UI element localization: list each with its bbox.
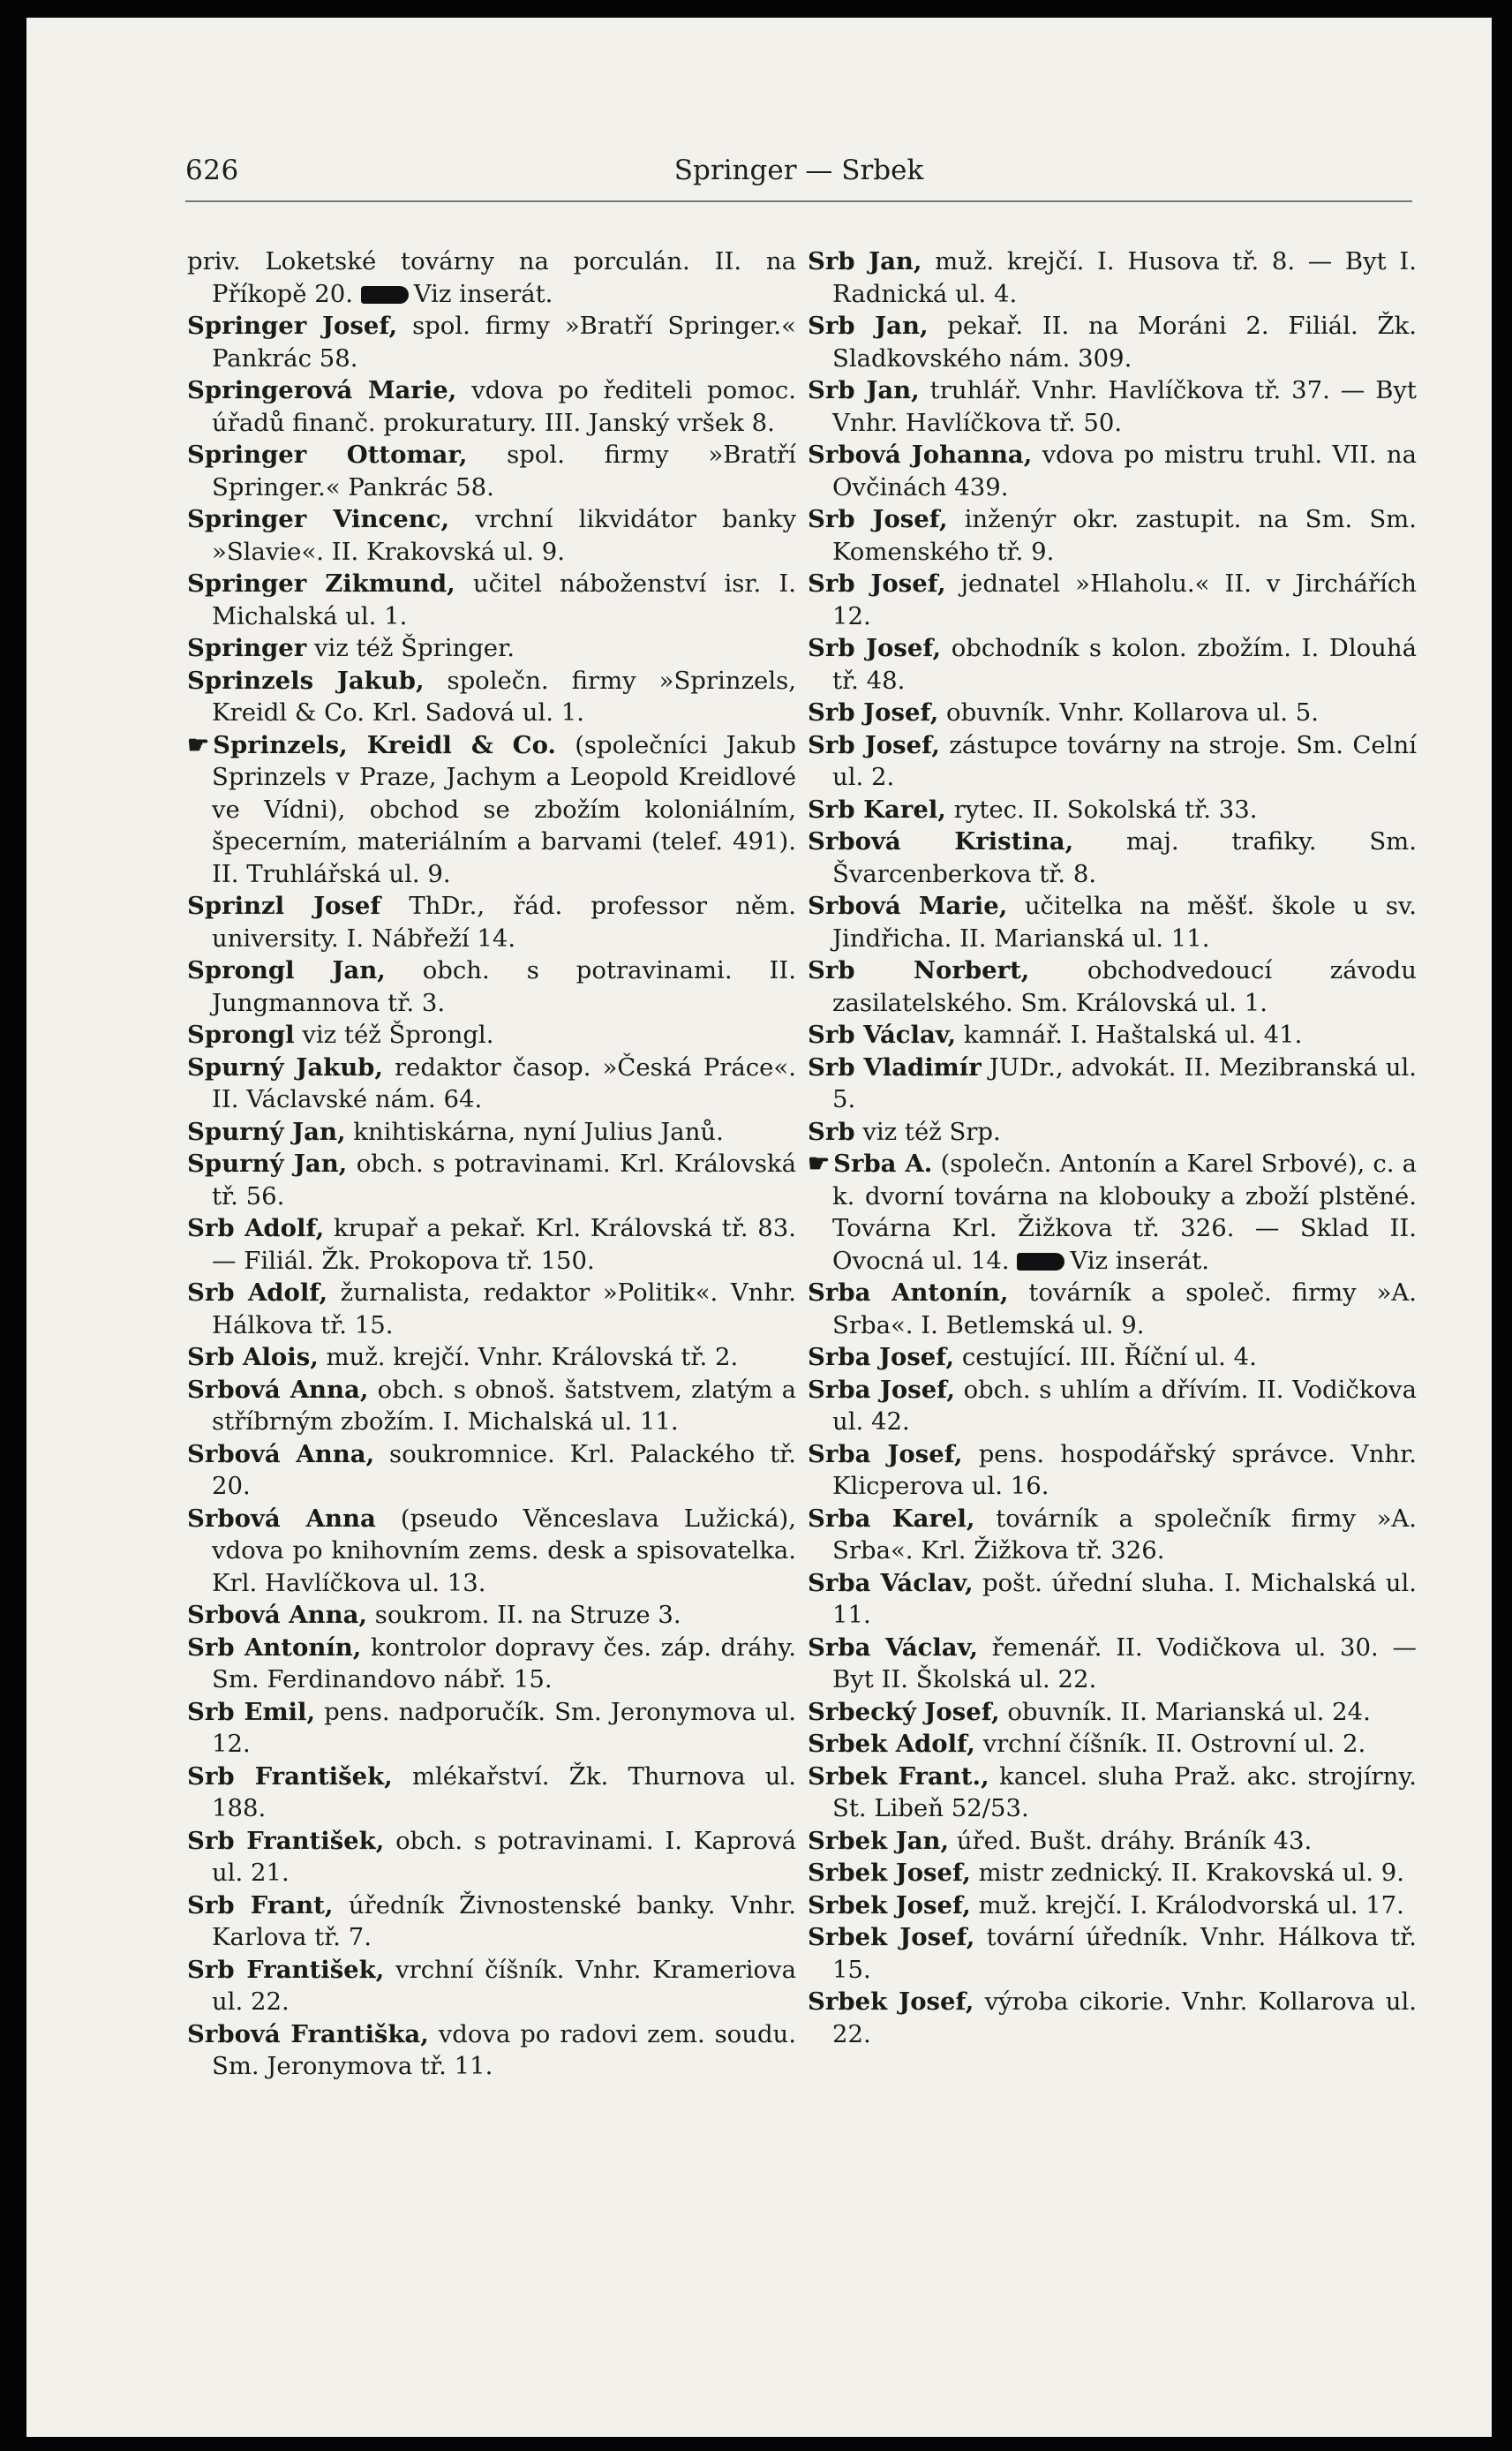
directory-entry: Srb Antonín, kontrolor dopravy čes. záp. dráhy. Sm. Ferdinandovo nábř. 15. bbox=[187, 1633, 796, 1693]
directory-entry: Srb Norbert, obchodvedoucí závodu zasilatelského. Sm. Královská ul. 1. bbox=[808, 956, 1417, 1017]
directory-entry: Spurný Jan, knihtiskárna, nyní Julius Janů. bbox=[187, 1117, 724, 1146]
page-header bbox=[185, 155, 1412, 199]
directory-entry: Srbová Marie, učitelka na měšť. škole u sv. Jindřicha. II. Marianská ul. 11. bbox=[808, 892, 1417, 953]
pointing-hand-icon bbox=[361, 286, 409, 304]
left-column bbox=[187, 245, 796, 2083]
pointing-hand-icon: ☛ bbox=[808, 1149, 831, 1178]
directory-entry: Srb Václav, kamnář. I. Haštalská ul. 41. bbox=[808, 1021, 1303, 1049]
directory-entry: Srb Jan, truhlář. Vnhr. Havlíčkova tř. 37. — Byt Vnhr. Havlíčkova tř. 50. bbox=[808, 376, 1417, 437]
directory-entry: Srba Antonín, továrník a společ. firmy »A. Srba«. I. Betlemská ul. 9. bbox=[808, 1278, 1417, 1339]
directory-entry: Srb František, mlékařství. Žk. Thurnova ul. 188. bbox=[187, 1761, 797, 1822]
directory-entry: ☛ Sprinzels, Kreidl & Co. (společníci Jakub Sprinzels v Praze, Jachym a Leopold Kreidlové ve Vídni), obchod se zbožím koloniálním, špecerním, materiálním a barvami (telef. 491). II. Truhlářská ul. 9. bbox=[187, 729, 796, 888]
directory-entry: Sprinzels Jakub, společn. firmy »Sprinzels, Kreidl & Co. Krl. Sadová ul. 1. bbox=[187, 666, 796, 727]
directory-entry: Srb Alois, muž. krejčí. Vnhr. Královská tř. 2. bbox=[187, 1343, 739, 1371]
right-column bbox=[808, 245, 1417, 2050]
directory-entry: Springer Josef, spol. firmy »Bratří Springer.« Pankrác 58. bbox=[187, 312, 796, 373]
header-rule bbox=[185, 200, 1412, 202]
directory-entry: Srb Jan, pekař. II. na Moráni 2. Filiál. Žk. Sladkovského nám. 309. bbox=[808, 312, 1417, 373]
directory-entry: Srb Josef, obchodník s kolon. zbožím. I. Dlouhá tř. 48. bbox=[808, 634, 1417, 695]
directory-entry: Srbová Kristina, maj. trafiky. Sm. Švarcenberkova tř. 8. bbox=[808, 827, 1418, 888]
directory-entry: Srb Frant, úředník Živnostenské banky. Vnhr. Karlova tř. 7. bbox=[187, 1890, 796, 1951]
directory-entry: Srb Josef, inženýr okr. zastupit. na Sm. Sm. Komenského tř. 9. bbox=[808, 505, 1417, 566]
directory-entry: Srb Josef, obuvník. Vnhr. Kollarova ul. 5. bbox=[808, 698, 1319, 727]
directory-entry: Spurný Jakub, redaktor časop. »Česká Práce«. II. Václavské nám. 64. bbox=[187, 1052, 796, 1113]
directory-entry: priv. Loketské továrny na porculán. II. na Příkopě 20. Viz inserát. bbox=[187, 247, 796, 308]
directory-entry: Springer Vincenc, vrchní likvidátor banky »Slavie«. II. Krakovská ul. 9. bbox=[187, 505, 796, 566]
page-number: 626 bbox=[185, 155, 239, 186]
directory-entry: Srba Václav, řemenář. II. Vodičkova ul. 30. — Byt II. Školská ul. 22. bbox=[808, 1633, 1418, 1693]
directory-entry: Springer Ottomar, spol. firmy »Bratří Springer.« Pankrác 58. bbox=[187, 441, 796, 502]
directory-entry: Sprinzl Josef ThDr., řád. professor něm. university. I. Nábřeží 14. bbox=[187, 892, 796, 953]
directory-entry: Srbek Josef, tovární úředník. Vnhr. Hálkova tř. 15. bbox=[808, 1923, 1417, 1984]
directory-entry: Srb Vladimír JUDr., advokát. II. Mezibranská ul. 5. bbox=[808, 1052, 1417, 1113]
directory-entry: Srba Václav, pošt. úřední sluha. I. Michalská ul. 11. bbox=[808, 1568, 1418, 1629]
running-head: Springer — Srbek bbox=[673, 155, 924, 186]
directory-entry: Srba Josef, obch. s uhlím a dřívím. II. Vodičkova ul. 42. bbox=[808, 1375, 1417, 1436]
directory-entry: Srbek Jan, úřed. Bušt. dráhy. Bráník 43. bbox=[808, 1826, 1313, 1855]
directory-entry: Srb Karel, rytec. II. Sokolská tř. 33. bbox=[808, 795, 1258, 824]
directory-entry: Sprongl Jan, obch. s potravinami. II. Jungmannova tř. 3. bbox=[187, 956, 797, 1017]
directory-entry: Srbová Anna (pseudo Věnceslava Lužická), vdova po knihovním zems. desk a spisovatelka. Krl. Havlíčkova ul. 13. bbox=[187, 1504, 796, 1597]
directory-entry: Srba Josef, cestující. III. Říční ul. 4. bbox=[808, 1343, 1257, 1371]
directory-entry: Srbová Anna, soukromnice. Krl. Palackého tř. 20. bbox=[187, 1439, 796, 1500]
directory-entry: Srb Josef, zástupce továrny na stroje. Sm. Celní ul. 2. bbox=[808, 730, 1417, 791]
directory-entry: Springer Zikmund, učitel náboženství isr. I. Michalská ul. 1. bbox=[187, 569, 796, 630]
directory-entry: Springerová Marie, vdova po řediteli pomoc. úřadů finanč. prokuratury. III. Janský vršek 8. bbox=[187, 376, 796, 437]
directory-entry: Srbová Anna, obch. s obnoš. šatstvem, zlatým a stříbrným zbožím. I. Michalská ul. 11. bbox=[187, 1375, 796, 1436]
directory-entry: Srbek Josef, muž. krejčí. I. Králodvorská ul. 17. bbox=[808, 1890, 1404, 1919]
directory-entry: Srb Adolf, krupař a pekař. Krl. Královská tř. 83. — Filiál. Žk. Prokopova tř. 150. bbox=[187, 1214, 796, 1275]
directory-entry: Srbek Adolf, vrchní číšník. II. Ostrovní ul. 2. bbox=[808, 1730, 1366, 1758]
directory-entry: Srb Josef, jednatel »Hlaholu.« II. v Jirchářích 12. bbox=[808, 569, 1417, 630]
directory-entry: Srbová Johanna, vdova po mistru truhl. VII. na Ovčinách 439. bbox=[808, 441, 1417, 502]
directory-entry: Springer viz též Špringer. bbox=[187, 634, 515, 662]
directory-entry: Srbek Frant., kancel. sluha Praž. akc. strojírny. St. Libeň 52/53. bbox=[808, 1761, 1417, 1822]
directory-entry: Srbecký Josef, obuvník. II. Marianská ul. 24. bbox=[808, 1697, 1371, 1726]
pointing-hand-icon: ☛ bbox=[187, 729, 210, 759]
directory-entry: Spurný Jan, obch. s potravinami. Krl. Královská tř. 56. bbox=[187, 1150, 796, 1210]
directory-entry: Sprongl viz též Šprongl. bbox=[187, 1021, 494, 1049]
directory-entry: Srbová Františka, vdova po radovi zem. soudu. Sm. Jeronymova tř. 11. bbox=[187, 2019, 797, 2080]
directory-entry: Srbek Josef, výroba cikorie. Vnhr. Kollarova ul. 22. bbox=[808, 1987, 1417, 2048]
directory-entry: Srb Adolf, žurnalista, redaktor »Politik«. Vnhr. Hálkova tř. 15. bbox=[187, 1278, 796, 1339]
directory-entry: Srb František, obch. s potravinami. I. Kaprová ul. 21. bbox=[187, 1826, 796, 1887]
directory-entry: Srb František, vrchní číšník. Vnhr. Krameriova ul. 22. bbox=[187, 1955, 796, 2016]
directory-entry: Srba Karel, továrník a společník firmy »A. Srba«. Krl. Žižkova tř. 326. bbox=[808, 1504, 1417, 1565]
directory-entry: Srb Jan, muž. krejčí. I. Husova tř. 8. — Byt I. Radnická ul. 4. bbox=[808, 247, 1417, 308]
pointing-hand-icon bbox=[1017, 1253, 1064, 1271]
directory-entry: ☛ Srba A. (společn. Antonín a Karel Srbové), c. a k. dvorní továrna na klobouky a zboží plstěné. Továrna Krl. Žižkova tř. 326. — Sklad II. Ovocná ul. 14. Viz inserát. bbox=[808, 1149, 1417, 1275]
document-page bbox=[26, 18, 1492, 2437]
directory-entry: Srb viz též Srp. bbox=[808, 1117, 1001, 1146]
directory-entry: Srb Emil, pens. nadporučík. Sm. Jeronymova ul. 12. bbox=[187, 1697, 796, 1758]
directory-entry: Srbová Anna, soukrom. II. na Struze 3. bbox=[187, 1601, 681, 1629]
directory-entry: Srba Josef, pens. hospodářský správce. Vnhr. Klicperova ul. 16. bbox=[808, 1439, 1417, 1500]
directory-entry: Srbek Josef, mistr zednický. II. Krakovská ul. 9. bbox=[808, 1859, 1405, 1887]
